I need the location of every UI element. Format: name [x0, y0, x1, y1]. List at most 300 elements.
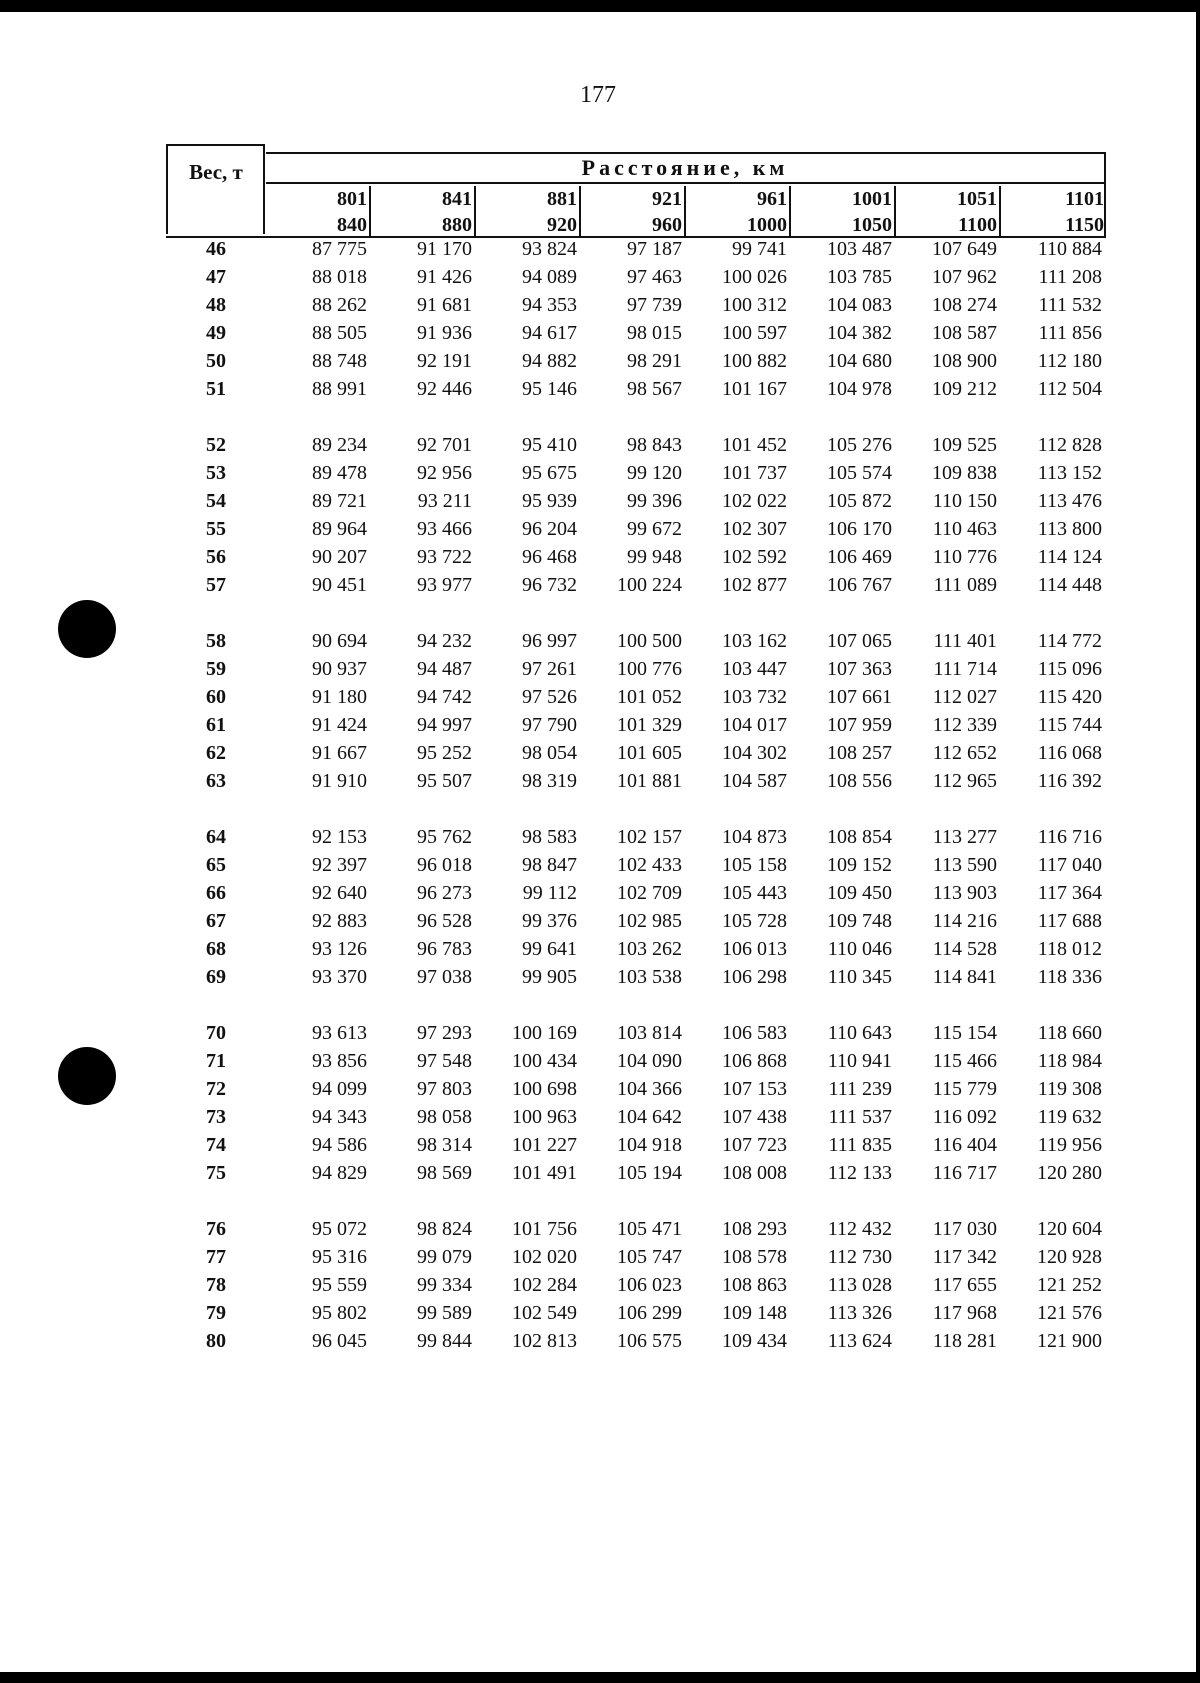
value-cell: 101 881	[617, 770, 682, 792]
value-cell: 98 291	[627, 350, 682, 372]
value-cell: 111 714	[933, 658, 997, 680]
value-cell: 99 589	[417, 1302, 472, 1324]
value-cell: 97 803	[417, 1078, 472, 1100]
value-cell: 106 170	[827, 518, 892, 540]
value-cell: 91 424	[312, 714, 367, 736]
value-cell: 96 045	[312, 1330, 367, 1352]
value-cell: 109 434	[722, 1330, 787, 1352]
distance-header-group	[266, 152, 1106, 236]
value-cell: 117 655	[932, 1274, 997, 1296]
value-cell: 117 688	[1037, 910, 1102, 932]
value-cell: 107 363	[827, 658, 892, 680]
range-from: 961	[757, 188, 787, 210]
value-cell: 92 883	[312, 910, 367, 932]
value-cell: 112 180	[1037, 350, 1102, 372]
value-cell: 97 526	[522, 686, 577, 708]
value-cell: 105 443	[722, 882, 787, 904]
value-cell: 100 026	[722, 266, 787, 288]
range-from: 881	[547, 188, 577, 210]
value-cell: 116 392	[1037, 770, 1102, 792]
value-cell: 93 856	[312, 1050, 367, 1072]
value-cell: 101 227	[512, 1134, 577, 1156]
value-cell: 108 900	[932, 350, 997, 372]
value-cell: 87 775	[312, 238, 367, 260]
value-cell: 107 661	[827, 686, 892, 708]
table-row	[166, 882, 1106, 910]
range-header-801-840	[266, 186, 371, 238]
value-cell: 118 281	[932, 1330, 997, 1352]
value-cell: 92 191	[417, 350, 472, 372]
value-cell: 118 984	[1037, 1050, 1102, 1072]
range-from: 841	[442, 188, 472, 210]
weight-cell: 56	[206, 546, 226, 568]
weight-cell: 67	[206, 910, 226, 932]
weight-cell: 51	[206, 378, 226, 400]
value-cell: 121 252	[1037, 1274, 1102, 1296]
value-cell: 113 800	[1037, 518, 1102, 540]
value-cell: 106 298	[722, 966, 787, 988]
table-row	[166, 854, 1106, 882]
value-cell: 119 956	[1037, 1134, 1102, 1156]
value-cell: 120 604	[1037, 1218, 1102, 1240]
value-cell: 107 153	[722, 1078, 787, 1100]
table-row	[166, 1022, 1106, 1050]
value-cell: 107 959	[827, 714, 892, 736]
value-cell: 97 790	[522, 714, 577, 736]
weight-cell: 50	[206, 350, 226, 372]
value-cell: 118 336	[1037, 966, 1102, 988]
table-row	[166, 910, 1106, 938]
value-cell: 106 868	[722, 1050, 787, 1072]
value-cell: 109 748	[827, 910, 892, 932]
value-cell: 98 319	[522, 770, 577, 792]
value-cell: 90 207	[312, 546, 367, 568]
value-cell: 95 410	[522, 434, 577, 456]
value-cell: 106 583	[722, 1022, 787, 1044]
value-cell: 98 314	[417, 1134, 472, 1156]
value-cell: 103 487	[827, 238, 892, 260]
value-cell: 100 776	[617, 658, 682, 680]
value-cell: 100 312	[722, 294, 787, 316]
distance-header: Расстояние, км	[266, 154, 1104, 184]
value-cell: 98 054	[522, 742, 577, 764]
value-cell: 114 772	[1037, 630, 1102, 652]
table-row	[166, 1330, 1106, 1358]
table-row	[166, 714, 1106, 742]
value-cell: 104 017	[722, 714, 787, 736]
weight-cell: 55	[206, 518, 226, 540]
value-cell: 98 015	[627, 322, 682, 344]
value-cell: 99 641	[522, 938, 577, 960]
range-from: 801	[337, 188, 367, 210]
value-cell: 100 597	[722, 322, 787, 344]
value-cell: 114 448	[1037, 574, 1102, 596]
value-cell: 114 528	[932, 938, 997, 960]
weight-cell: 60	[206, 686, 226, 708]
table-row	[166, 658, 1106, 686]
weight-cell: 64	[206, 826, 226, 848]
table-row	[166, 490, 1106, 518]
value-cell: 108 274	[932, 294, 997, 316]
value-cell: 96 783	[417, 938, 472, 960]
table-row	[166, 294, 1106, 322]
weight-cell: 69	[206, 966, 226, 988]
value-cell: 100 224	[617, 574, 682, 596]
punch-hole	[58, 600, 116, 658]
value-cell: 113 590	[932, 854, 997, 876]
weight-cell: 79	[206, 1302, 226, 1324]
value-cell: 91 180	[312, 686, 367, 708]
value-cell: 98 058	[417, 1106, 472, 1128]
value-cell: 111 835	[828, 1134, 892, 1156]
value-cell: 111 856	[1038, 322, 1102, 344]
value-cell: 114 216	[932, 910, 997, 932]
weight-cell: 52	[206, 434, 226, 456]
value-cell: 110 941	[827, 1050, 892, 1072]
value-cell: 97 293	[417, 1022, 472, 1044]
value-cell: 98 567	[627, 378, 682, 400]
value-cell: 115 779	[932, 1078, 997, 1100]
value-cell: 94 353	[522, 294, 577, 316]
value-cell: 100 698	[512, 1078, 577, 1100]
table-row	[166, 1134, 1106, 1162]
weight-cell: 75	[206, 1162, 226, 1184]
range-to: 960	[652, 214, 682, 236]
value-cell: 94 617	[522, 322, 577, 344]
value-cell: 108 257	[827, 742, 892, 764]
table-row	[166, 1078, 1106, 1106]
value-cell: 112 432	[827, 1218, 892, 1240]
value-cell: 88 262	[312, 294, 367, 316]
value-cell: 91 910	[312, 770, 367, 792]
value-cell: 93 211	[417, 490, 472, 512]
value-cell: 114 841	[932, 966, 997, 988]
value-cell: 99 844	[417, 1330, 472, 1352]
value-cell: 94 997	[417, 714, 472, 736]
weight-cell: 80	[206, 1330, 226, 1352]
value-cell: 99 334	[417, 1274, 472, 1296]
value-cell: 91 936	[417, 322, 472, 344]
value-cell: 102 709	[617, 882, 682, 904]
value-cell: 112 339	[932, 714, 997, 736]
value-cell: 102 549	[512, 1302, 577, 1324]
value-cell: 103 538	[617, 966, 682, 988]
value-cell: 115 744	[1037, 714, 1102, 736]
value-cell: 96 732	[522, 574, 577, 596]
table-row	[166, 938, 1106, 966]
value-cell: 102 985	[617, 910, 682, 932]
value-cell: 97 038	[417, 966, 472, 988]
value-cell: 99 376	[522, 910, 577, 932]
value-cell: 108 008	[722, 1162, 787, 1184]
value-cell: 104 642	[617, 1106, 682, 1128]
value-cell: 88 018	[312, 266, 367, 288]
value-cell: 103 785	[827, 266, 892, 288]
value-cell: 96 018	[417, 854, 472, 876]
value-cell: 115 096	[1037, 658, 1102, 680]
value-cell: 96 997	[522, 630, 577, 652]
value-cell: 117 342	[932, 1246, 997, 1268]
value-cell: 110 776	[932, 546, 997, 568]
table-row	[166, 322, 1106, 350]
value-cell: 88 748	[312, 350, 367, 372]
value-cell: 101 329	[617, 714, 682, 736]
value-cell: 99 079	[417, 1246, 472, 1268]
value-cell: 93 126	[312, 938, 367, 960]
value-cell: 109 212	[932, 378, 997, 400]
weight-cell: 59	[206, 658, 226, 680]
value-cell: 98 569	[417, 1162, 472, 1184]
value-cell: 94 586	[312, 1134, 367, 1156]
table-body	[166, 238, 1106, 1358]
value-cell: 90 694	[312, 630, 367, 652]
value-cell: 112 027	[932, 686, 997, 708]
range-to: 840	[337, 214, 367, 236]
value-cell: 104 587	[722, 770, 787, 792]
value-cell: 99 112	[522, 882, 577, 904]
value-cell: 104 382	[827, 322, 892, 344]
value-cell: 93 977	[417, 574, 472, 596]
table-row	[166, 1050, 1106, 1078]
value-cell: 104 918	[617, 1134, 682, 1156]
value-cell: 94 829	[312, 1162, 367, 1184]
value-cell: 111 208	[1038, 266, 1102, 288]
weight-cell: 68	[206, 938, 226, 960]
value-cell: 88 991	[312, 378, 367, 400]
value-cell: 112 730	[827, 1246, 892, 1268]
value-cell: 95 507	[417, 770, 472, 792]
range-header-921-960	[581, 186, 686, 238]
value-cell: 103 262	[617, 938, 682, 960]
value-cell: 101 756	[512, 1218, 577, 1240]
value-cell: 104 978	[827, 378, 892, 400]
value-cell: 108 293	[722, 1218, 787, 1240]
range-to: 1050	[852, 214, 892, 236]
value-cell: 113 476	[1037, 490, 1102, 512]
value-cell: 102 022	[722, 490, 787, 512]
value-cell: 89 964	[312, 518, 367, 540]
value-cell: 91 681	[417, 294, 472, 316]
punch-hole	[58, 1047, 116, 1105]
value-cell: 90 937	[312, 658, 367, 680]
value-cell: 100 500	[617, 630, 682, 652]
value-cell: 95 802	[312, 1302, 367, 1324]
value-cell: 110 884	[1037, 238, 1102, 260]
weight-cell: 66	[206, 882, 226, 904]
value-cell: 107 438	[722, 1106, 787, 1128]
value-cell: 88 505	[312, 322, 367, 344]
value-cell: 92 701	[417, 434, 472, 456]
value-cell: 121 900	[1037, 1330, 1102, 1352]
weight-cell: 73	[206, 1106, 226, 1128]
value-cell: 108 863	[722, 1274, 787, 1296]
value-cell: 116 404	[932, 1134, 997, 1156]
value-cell: 93 370	[312, 966, 367, 988]
value-cell: 92 446	[417, 378, 472, 400]
table-row	[166, 966, 1106, 994]
value-cell: 116 092	[932, 1106, 997, 1128]
table-row	[166, 826, 1106, 854]
value-cell: 104 083	[827, 294, 892, 316]
document-page	[0, 12, 1196, 1672]
table-row	[166, 518, 1106, 546]
value-cell: 109 525	[932, 434, 997, 456]
value-cell: 115 420	[1037, 686, 1102, 708]
value-cell: 90 451	[312, 574, 367, 596]
value-cell: 96 528	[417, 910, 472, 932]
weight-cell: 54	[206, 490, 226, 512]
weight-cell: 49	[206, 322, 226, 344]
weight-cell: 63	[206, 770, 226, 792]
value-cell: 104 302	[722, 742, 787, 764]
value-cell: 110 046	[827, 938, 892, 960]
value-cell: 91 170	[417, 238, 472, 260]
value-cell: 103 162	[722, 630, 787, 652]
value-cell: 102 284	[512, 1274, 577, 1296]
range-header-1101-1150	[1001, 186, 1106, 238]
value-cell: 96 468	[522, 546, 577, 568]
value-cell: 103 732	[722, 686, 787, 708]
value-cell: 105 194	[617, 1162, 682, 1184]
value-cell: 96 273	[417, 882, 472, 904]
table-row	[166, 238, 1106, 266]
value-cell: 98 824	[417, 1218, 472, 1240]
value-cell: 101 737	[722, 462, 787, 484]
value-cell: 98 843	[627, 434, 682, 456]
table-header	[166, 130, 1106, 238]
value-cell: 95 316	[312, 1246, 367, 1268]
range-header-961-1000	[686, 186, 791, 238]
value-cell: 117 968	[932, 1302, 997, 1324]
value-cell: 97 548	[417, 1050, 472, 1072]
weight-cell: 65	[206, 854, 226, 876]
weight-cell: 61	[206, 714, 226, 736]
value-cell: 118 660	[1037, 1022, 1102, 1044]
weight-cell: 47	[206, 266, 226, 288]
range-from: 1101	[1065, 188, 1104, 210]
value-cell: 96 204	[522, 518, 577, 540]
table-row	[166, 462, 1106, 490]
value-cell: 92 956	[417, 462, 472, 484]
weight-cell: 76	[206, 1218, 226, 1240]
value-cell: 93 613	[312, 1022, 367, 1044]
table-row	[166, 434, 1106, 462]
value-cell: 115 466	[932, 1050, 997, 1072]
range-header-1051-1100	[896, 186, 1001, 238]
value-cell: 102 592	[722, 546, 787, 568]
table-row	[166, 1246, 1106, 1274]
value-cell: 97 463	[627, 266, 682, 288]
value-cell: 108 854	[827, 826, 892, 848]
value-cell: 94 099	[312, 1078, 367, 1100]
weight-cell: 71	[206, 1050, 226, 1072]
range-to: 1100	[958, 214, 997, 236]
value-cell: 99 948	[627, 546, 682, 568]
weight-header-frame	[166, 144, 265, 234]
value-cell: 104 873	[722, 826, 787, 848]
value-cell: 95 072	[312, 1218, 367, 1240]
value-cell: 104 680	[827, 350, 892, 372]
range-header-1001-1050	[791, 186, 896, 238]
weight-cell: 74	[206, 1134, 226, 1156]
value-cell: 94 742	[417, 686, 472, 708]
value-cell: 117 030	[932, 1218, 997, 1240]
value-cell: 104 090	[617, 1050, 682, 1072]
value-cell: 101 052	[617, 686, 682, 708]
range-to: 880	[442, 214, 472, 236]
value-cell: 109 148	[722, 1302, 787, 1324]
value-cell: 110 643	[827, 1022, 892, 1044]
value-cell: 91 667	[312, 742, 367, 764]
value-cell: 94 343	[312, 1106, 367, 1128]
value-cell: 106 013	[722, 938, 787, 960]
table-row	[166, 686, 1106, 714]
value-cell: 101 452	[722, 434, 787, 456]
value-cell: 105 872	[827, 490, 892, 512]
value-cell: 108 578	[722, 1246, 787, 1268]
value-cell: 92 153	[312, 826, 367, 848]
value-cell: 106 023	[617, 1274, 682, 1296]
range-from: 1051	[957, 188, 997, 210]
value-cell: 107 723	[722, 1134, 787, 1156]
table-row	[166, 1218, 1106, 1246]
value-cell: 97 187	[627, 238, 682, 260]
value-cell: 107 065	[827, 630, 892, 652]
value-cell: 92 640	[312, 882, 367, 904]
table-row	[166, 742, 1106, 770]
value-cell: 99 741	[732, 238, 787, 260]
table-row	[166, 1274, 1106, 1302]
value-cell: 101 491	[512, 1162, 577, 1184]
value-cell: 108 556	[827, 770, 892, 792]
weight-cell: 72	[206, 1078, 226, 1100]
value-cell: 119 308	[1037, 1078, 1102, 1100]
value-cell: 111 537	[828, 1106, 892, 1128]
table-row	[166, 378, 1106, 406]
value-cell: 110 345	[827, 966, 892, 988]
weight-cell: 62	[206, 742, 226, 764]
value-cell: 102 157	[617, 826, 682, 848]
value-cell: 94 882	[522, 350, 577, 372]
value-cell: 107 649	[932, 238, 997, 260]
value-cell: 108 587	[932, 322, 997, 344]
value-cell: 95 146	[522, 378, 577, 400]
weight-cell: 48	[206, 294, 226, 316]
value-cell: 112 504	[1037, 378, 1102, 400]
value-cell: 120 280	[1037, 1162, 1102, 1184]
value-cell: 114 124	[1037, 546, 1102, 568]
value-cell: 99 396	[627, 490, 682, 512]
value-cell: 93 466	[417, 518, 472, 540]
value-cell: 97 739	[627, 294, 682, 316]
weight-cell: 58	[206, 630, 226, 652]
value-cell: 99 120	[627, 462, 682, 484]
range-to: 920	[547, 214, 577, 236]
value-cell: 102 877	[722, 574, 787, 596]
value-cell: 101 605	[617, 742, 682, 764]
weight-cell: 46	[206, 238, 226, 260]
value-cell: 113 152	[1037, 462, 1102, 484]
value-cell: 99 905	[522, 966, 577, 988]
range-header-881-920	[476, 186, 581, 238]
value-cell: 93 722	[417, 546, 472, 568]
value-cell: 113 028	[827, 1274, 892, 1296]
value-cell: 116 068	[1037, 742, 1102, 764]
value-cell: 111 401	[933, 630, 997, 652]
value-cell: 116 716	[1037, 826, 1102, 848]
table-row	[166, 1302, 1106, 1330]
value-cell: 105 574	[827, 462, 892, 484]
